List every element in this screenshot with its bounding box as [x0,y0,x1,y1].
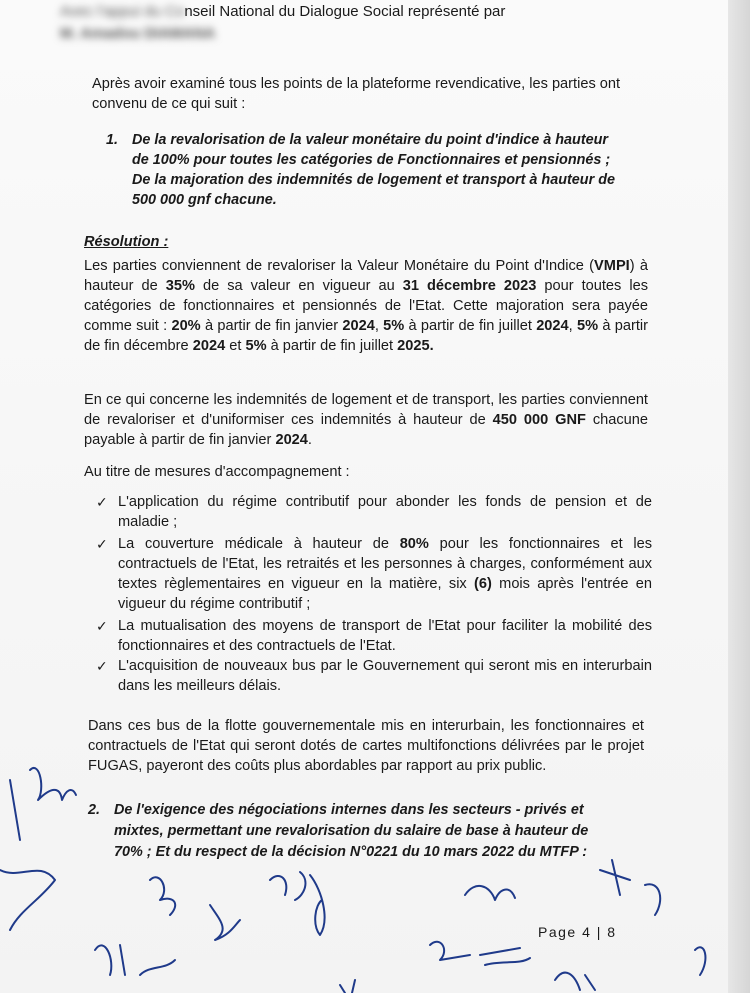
list-item: ✓ La couverture médicale à hauteur de 80% pour les fonctionnaires et les contractuels de l'Etat, les retraités et les personnes à charges, conformément aux textes règlementaires en vigueur en la matière, six (6) mois après l'entrée en vigueur du régime contributif ; [96,536,652,612]
point-2-heading: 2. De l'exigence des négociations internes dans les secteurs - privés et mixtes, permettant une revalorisation du salaire de base à hauteur de 70% ; Et du respect de la décision N°0221 du 10 mars 2022 du MTFP : [88,802,589,860]
redacted-name: M. Amadou DIAMANA [60,25,216,42]
signature-mark [140,960,175,975]
checkmark-icon: ✓ [96,618,108,634]
page-edge [728,0,750,993]
header-line-1: nseil National du Dialogue Social représenté par [184,3,506,20]
list-item: ✓ L'acquisition de nouveaux bus par le Gouvernement qui seront mis en interurbain dans les meilleurs délais. [96,658,652,694]
point-2-number: 2. [88,802,101,818]
checkmark-icon: ✓ [96,536,108,552]
signature-mark [695,947,705,975]
resolution-paragraph-1: Les parties conviennent de revaloriser la Valeur Monétaire du Point d'Indice (VMPI) à hauteur de 35% de sa valeur en vigueur au 31 décembre 2023 pour toutes les catégories de fonctionnaires et pensionnés de l'Etat. Cette majoration sera payée comme suit : 20% à partir de fin janvier 2024, 5% à partir de fin juillet 2024, 5% à partir de fin décembre 2024 et 5% à partir de fin juillet 2025. [84,258,649,354]
resolution-paragraph-2: En ce qui concerne les indemnités de logement et de transport, les parties conviennent de revaloriser et d'uniformiser ces indemnités à hauteur de 450 000 GNF chacune payable à partir de fin janvier 2024. [84,392,648,448]
bus-paragraph: Dans ces bus de la flotte gouvernementale mis en interurbain, les fonctionnaires et contractuels de l'Etat qui seront dotés de cartes multifonctions délivrées par le projet FUGAS, payeront des coûts plus abordables par rapport au prix public. [88,718,644,774]
measures-heading: Au titre de mesures d'accompagnement : [84,464,350,480]
signature-mark [210,905,240,940]
signature-mark [95,945,125,975]
point-1-heading: 1. De la revalorisation de la valeur monétaire du point d'indice à hauteur de 100% pour toutes les catégories de Fonctionnaires et pensionnés ; De la majoration des indemnités de logement et transport à hauteur de 500 000 gnf chacune. [106,132,615,208]
signature-mark [10,768,76,840]
signature-mark [150,877,175,915]
header-text [60,2,620,44]
checkmark-icon: ✓ [96,494,108,510]
signature-mark [555,973,595,990]
signature-mark [600,860,630,895]
signature-mark [465,886,515,900]
signature-mark [270,872,305,900]
signature-mark [480,948,530,965]
list-item: ✓ L'application du régime contributif pour abonder les fonds de pension et de maladie ; [96,494,652,530]
intro-paragraph: Après avoir examiné tous les points de la plateforme revendicative, les parties ont convenu de ce qui suit : [92,76,621,112]
point-1-number: 1. [106,132,119,148]
signature-mark [340,980,355,993]
signature-mark [310,875,325,935]
redacted-text: Avec l'appui du Co [60,3,185,20]
resolution-label: Résolution : [84,234,169,250]
checkmark-icon: ✓ [96,658,108,674]
signature-mark [645,884,660,915]
signature-mark [430,942,470,960]
list-item: ✓ La mutualisation des moyens de transport de l'Etat pour faciliter la mobilité des fonctionnaires et des contractuels de l'Etat. [96,618,652,654]
signature-mark [0,870,55,930]
page-number: Page 4 | 8 [538,924,617,940]
